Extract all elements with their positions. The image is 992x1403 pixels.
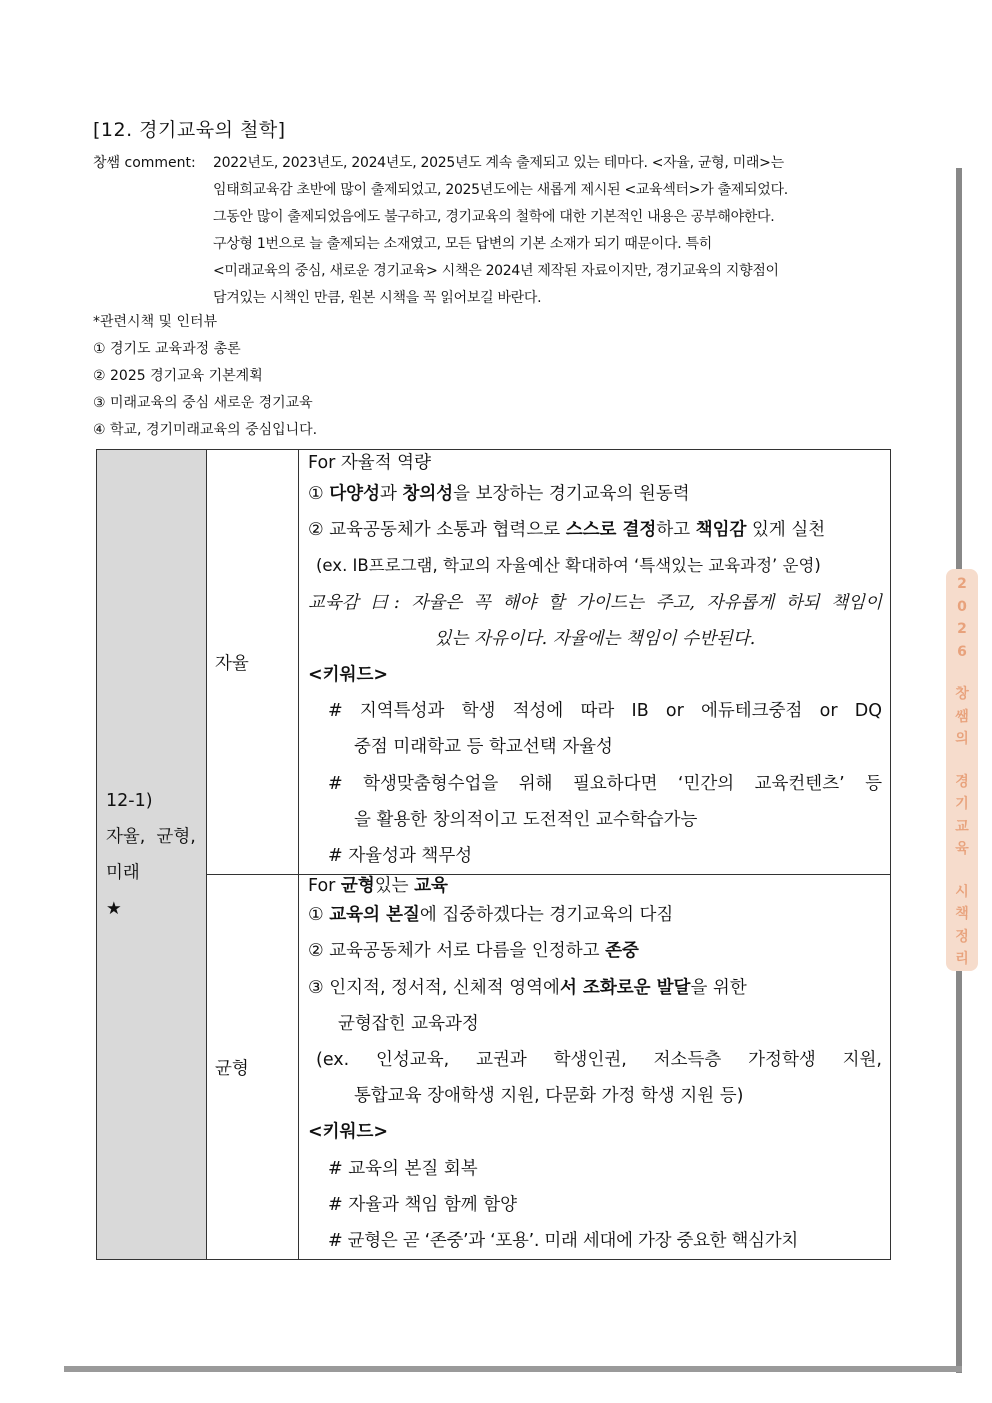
balance-keyword: # 균형은 곧 ‘존중’과 ‘포용’. 미래 세대에 가장 중요한 핵심가치	[328, 1231, 798, 1252]
sidebar-char: 육	[955, 841, 969, 858]
balance-point-2: ② 교육공동체가 서로 다름을 인정하고 존중	[308, 941, 639, 962]
comment-block	[93, 150, 883, 312]
reference-item: ② 2025 경기교육 기본계획	[93, 368, 263, 384]
balance-example-cont: 통합교육 장애학생 지원, 다문화 가정 학생 지원 등)	[354, 1086, 744, 1107]
sidebar-tab	[946, 569, 978, 971]
page-title: [12. 경기교육의 철학]	[93, 119, 286, 141]
autonomy-point-1: ① 다양성과 창의성을 보장하는 경기교육의 원동력	[308, 484, 690, 504]
autonomy-point-2: ② 교육공동체가 소통과 협력으로 스스로 결정하고 책임감 있게 실천	[308, 520, 826, 541]
balance-label: 균형	[215, 1058, 249, 1079]
reference-heading: *관련시책 및 인터뷰	[93, 314, 218, 330]
comment-line: 그동안 많이 출제되었음에도 불구하고, 경기교육의 철학에 대한 기본적인 내용은 공부해야한다.	[213, 209, 775, 225]
comment-label: 창쌤 comment:	[93, 155, 196, 171]
autonomy-content	[299, 450, 891, 875]
reference-item: ③ 미래교육의 중심 새로운 경기교육	[93, 395, 313, 411]
sidebar-char: 기	[955, 796, 969, 813]
table-row	[97, 875, 891, 1260]
sidebar-char: 책	[955, 906, 969, 923]
footer-divider	[64, 1366, 962, 1372]
balance-label-cell	[207, 875, 299, 1260]
autonomy-keyword-cont: 중점 미래학교 등 학교선택 자율성	[354, 737, 613, 758]
comment-line: <미래교육의 중심, 새로운 경기교육> 시책은 2024년 제작된 자료이지만, 경기교육의 지향점이	[213, 263, 779, 279]
star-icon: ★	[106, 898, 122, 919]
balance-content	[299, 875, 891, 1260]
sidebar-char: 창	[955, 686, 969, 703]
section-title: 자율, 균형,	[106, 826, 196, 847]
balance-example: (ex. 인성교육, 교권과 학생인권, 저소득층 가정학생 지원,	[316, 1050, 882, 1071]
balance-keyword: # 교육의 본질 회복	[328, 1158, 478, 1179]
autonomy-example: (ex. IB프로그램, 학교의 자율예산 확대하여 ‘특색있는 교육과정’ 운영)	[316, 556, 821, 576]
balance-point-1: ① 교육의 본질에 집중하겠다는 경기교육의 다짐	[308, 905, 674, 926]
sidebar-char: 2	[957, 576, 967, 592]
section-cell	[97, 450, 207, 1260]
sidebar-char: 의	[955, 731, 969, 748]
section-number: 12-1)	[106, 790, 153, 811]
comment-lines	[213, 150, 883, 312]
balance-heading: For 균형있는 교육	[308, 876, 448, 897]
autonomy-keyword: # 자율성과 책무성	[328, 846, 473, 867]
reference-list	[93, 309, 317, 444]
autonomy-heading: For 자율적 역량	[308, 453, 431, 473]
sidebar-char: 2	[957, 621, 967, 638]
sidebar-char: 6	[957, 643, 967, 660]
comment-line: 2022년도, 2023년도, 2024년도, 2025년도 계속 출제되고 있는 테마다. <자율, 균형, 미래>는	[213, 155, 784, 171]
autonomy-keyword-cont: 을 활용한 창의적이고 도전적인 교수학습가능	[354, 809, 698, 830]
philosophy-table	[96, 449, 891, 1260]
section-title-cont: 미래	[106, 862, 140, 883]
reference-item: ④ 학교, 경기미래교육의 중심입니다.	[93, 422, 318, 438]
autonomy-quote: 교육감 曰: 자율은 꼭 해야 할 가이드는 주고, 자유롭게 하되 책임이	[308, 592, 882, 613]
autonomy-keyword: # 지역특성과 학생 적성에 따라 IB or 에듀테크중점 or DQ	[328, 701, 882, 722]
sidebar-char: 쌤	[955, 708, 969, 725]
balance-point-3-cont: 균형잡힌 교육과정	[338, 1013, 479, 1034]
table-row	[97, 450, 891, 875]
sidebar-char: 정	[955, 928, 969, 945]
autonomy-quote-cont: 있는 자유이다. 자율에는 책임이 수반된다.	[434, 628, 756, 649]
autonomy-label-cell	[207, 450, 299, 875]
balance-keyword: # 자율과 책임 함께 함양	[328, 1194, 518, 1215]
comment-line: 구상형 1번으로 늘 출제되는 소재였고, 모든 답변의 기본 소재가 되기 때문이다. 특히	[213, 236, 712, 252]
sidebar-char: 리	[955, 951, 969, 968]
balance-point-3: ③ 인지적, 정서적, 신체적 영역에서 조화로운 발달을 위한	[308, 977, 747, 998]
comment-line: 담겨있는 시책인 만큼, 원본 시책을 꼭 읽어보길 바란다.	[213, 290, 542, 306]
sidebar-char: 교	[955, 818, 969, 835]
sidebar-char: 경	[955, 773, 969, 790]
autonomy-keyword: # 학생맞춤형수업을 위해 필요하다면 ‘민간의 교육컨텐츠’ 등	[328, 773, 882, 794]
autonomy-label: 자율	[215, 653, 249, 674]
sidebar-char: 0	[957, 598, 967, 615]
comment-line: 임태희교육감 초반에 많이 출제되었고, 2025년도에는 새롭게 제시된 <교육섹터>가 출제되었다.	[213, 182, 788, 198]
autonomy-keyword-heading: <키워드>	[308, 665, 389, 686]
reference-item: ① 경기도 교육과정 총론	[93, 341, 241, 357]
sidebar-char: 시	[955, 883, 969, 900]
balance-keyword-heading: <키워드>	[308, 1122, 389, 1143]
